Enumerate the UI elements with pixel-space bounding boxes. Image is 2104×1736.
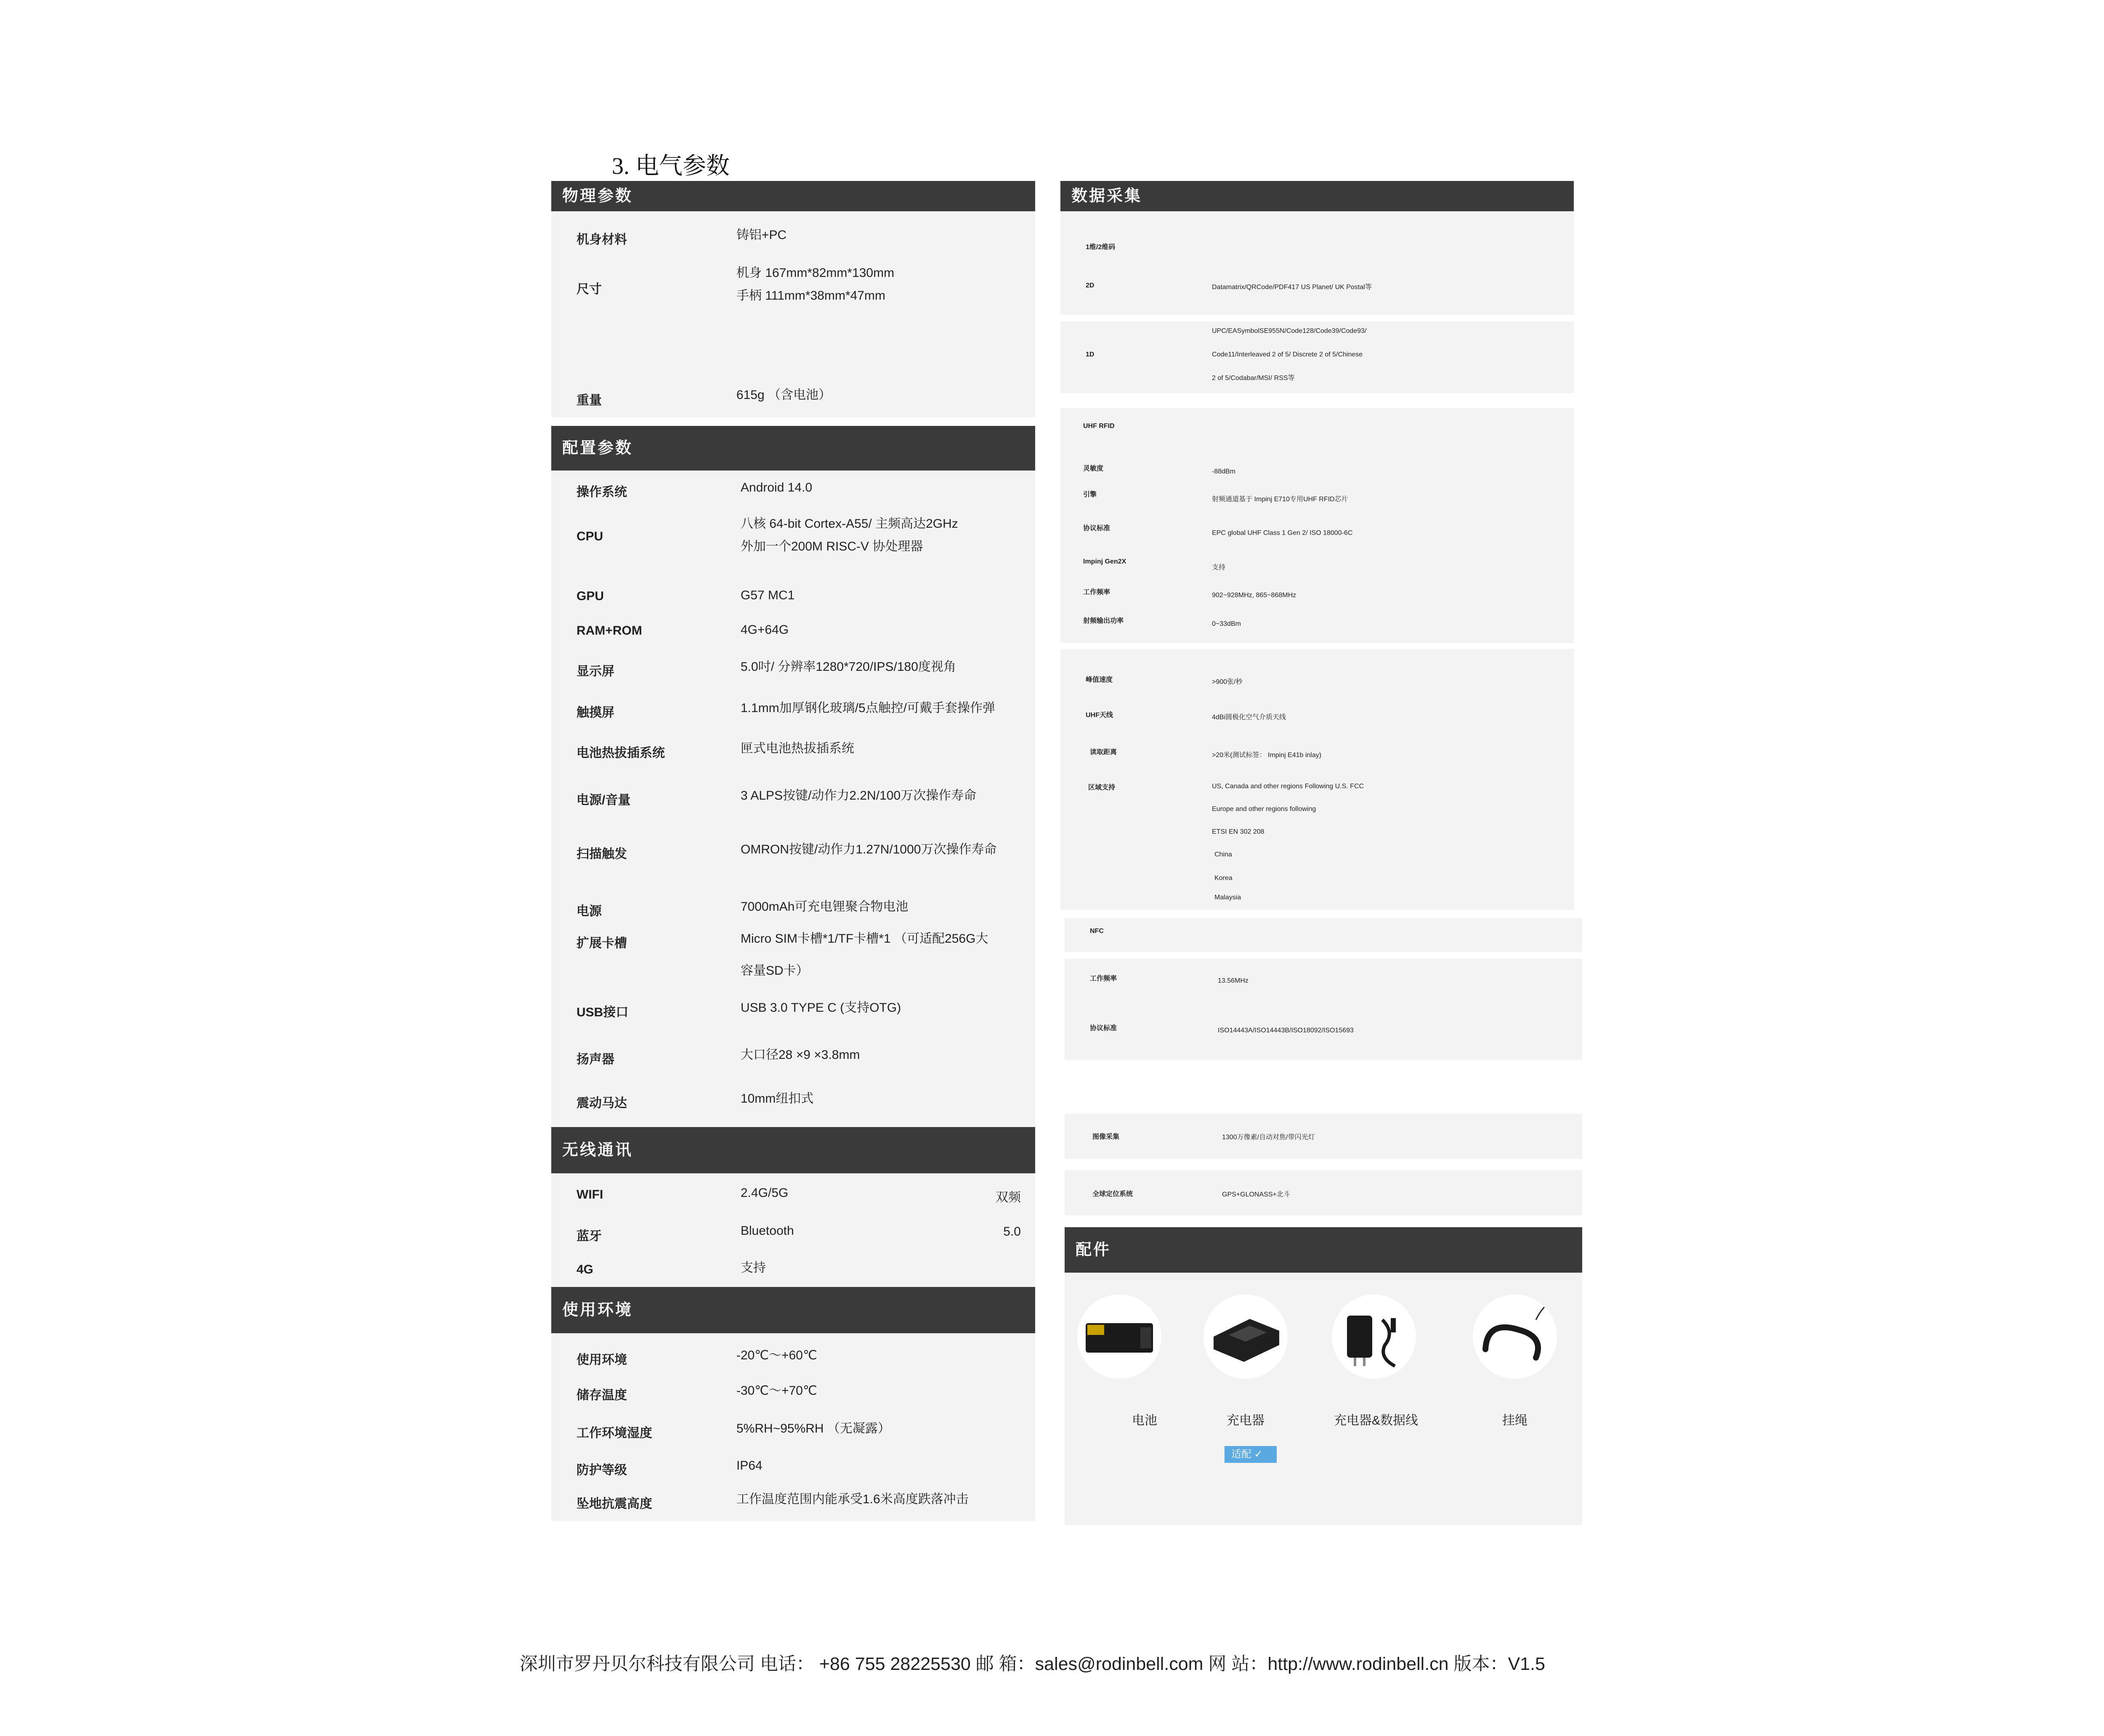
region-line: Korea [1214,875,1233,882]
data-capture-2d-block [1060,211,1574,315]
spec-value: 4G+64G [741,623,789,637]
spec-label: 电源/音量 [576,793,631,807]
spec-label: CPU [576,529,603,543]
spec-value: 机身 167mm*82mm*130mm [736,266,895,280]
spec-value-line3: 2 of 5/Codabar/MSI/ RSS等 [1212,375,1295,382]
spec-label: WIFI [576,1188,603,1202]
region-line: Malaysia [1214,894,1241,901]
spec-label: 工作频率 [1083,589,1110,596]
accessory-battery [1077,1295,1161,1379]
config-body [551,471,1035,1127]
data-capture-sub: 1维/2维码 [1086,244,1116,251]
data-capture-1d-block [1060,322,1574,393]
spec-value: 铸铝+PC [736,228,787,242]
spec-label: 震动马达 [576,1096,627,1110]
nfc-block [1065,918,1582,952]
wireless-body [551,1173,1035,1287]
accessory-charger-cable [1332,1295,1416,1379]
region-line: China [1214,851,1232,858]
spec-value: EPC global UHF Class 1 Gen 2/ ISO 18000-6C [1212,529,1353,537]
spec-label: GPU [576,589,604,603]
spec-value: >900张/秒 [1212,678,1243,686]
spec-label: UHF天线 [1086,712,1113,719]
spec-value: Datamatrix/QRCode/PDF417 US Planet/ UK Postal等 [1212,284,1372,291]
spec-value: GPS+GLONASS+北斗 [1222,1191,1290,1198]
spec-label: 射频输出功率 [1083,617,1124,625]
spec-label: 灵敏度 [1083,465,1104,472]
spec-value: 支持 [741,1261,766,1275]
spec-value: USB 3.0 TYPE C (支持OTG) [741,1001,901,1015]
accessory-charger [1203,1295,1288,1379]
spec-value: Micro SIM卡槽*1/TF卡槽*1 （可适配256G大 [741,932,988,946]
spec-label: 机身材料 [576,233,627,247]
spec-label: 操作系统 [576,485,627,499]
spec-label: Impinj Gen2X [1083,558,1126,565]
badge-label: 适配 [1231,1449,1251,1460]
physical-body [551,211,1035,417]
charger-cable-icon [1332,1295,1416,1379]
spec-value: 7000mAh可充电锂聚合物电池 [741,900,909,914]
uhf-region-tail [1060,891,1574,910]
spec-label: 2D [1086,282,1095,289]
config-header: 配置参数 [551,426,1035,471]
spec-label: 扫描触发 [576,847,627,861]
spec-label: 读取距离 [1090,749,1117,756]
spec-value: Android 14.0 [741,481,813,494]
spec-value: 大口径28 ×9 ×3.8mm [741,1048,860,1062]
spec-value: IP64 [736,1459,762,1473]
spec-label: 电池热拔插系统 [576,746,665,760]
accessory-label: 充电器&数据线 [1334,1414,1418,1428]
check-icon: ✓ [1254,1449,1263,1460]
spec-label: 协议标准 [1083,525,1110,532]
region-line: ETSI EN 302 208 [1212,828,1265,835]
spec-value-line2: 手柄 111mm*38mm*47mm [736,289,885,303]
spec-label: 工作频率 [1090,975,1117,982]
accessory-label: 电池 [1132,1414,1157,1428]
region-line: Europe and other regions following [1212,806,1316,813]
accessory-label: 挂绳 [1502,1414,1528,1428]
spec-value: 902~928MHz, 865~868MHz [1212,592,1296,599]
spec-label: 尺寸 [576,282,602,296]
spec-label: 电源 [576,904,602,918]
accessory-lanyard [1473,1295,1557,1379]
spec-label: 工作环境湿度 [576,1426,652,1440]
spec-value: 5.0吋/ 分辨率1280*720/IPS/180度视角 [741,660,956,674]
spec-value: 八核 64-bit Cortex-A55/ 主频高达2GHz [741,517,958,531]
page-footer: 深圳市罗丹贝尔科技有限公司 电话： +86 755 28225530 邮 箱：sales@rodinbell.com 网 站：http://www.rodinbell.cn 版本：V1.5 [520,1654,1545,1674]
spec-value: Bluetooth [741,1224,794,1238]
lanyard-icon [1473,1295,1557,1379]
spec-label: 扬声器 [576,1053,614,1066]
spec-value: -88dBm [1212,468,1236,475]
spec-value-right: 5.0 [1003,1225,1021,1239]
spec-value: 5%RH~95%RH （无凝露） [736,1422,890,1436]
spec-label: 储存温度 [576,1388,627,1402]
spec-value-line2: Code11/Interleaved 2 of 5/ Discrete 2 of 5/Chinese [1212,351,1363,358]
spec-label: 蓝牙 [576,1229,602,1243]
spec-label: 重量 [576,393,602,407]
spec-value: 支持 [1212,564,1226,571]
right-column [1060,181,1582,1528]
spec-value: 2.4G/5G [741,1186,789,1200]
spec-label: 峰值速度 [1086,676,1113,683]
spec-value: G57 MC1 [741,588,795,602]
uhf-title: UHF RFID [1083,423,1115,430]
page-title: 3. 电气参数 [612,153,730,179]
nfc-title: NFC [1090,928,1104,935]
left-column [551,181,1035,1521]
spec-label: 扩展卡槽 [576,936,627,950]
nfc-rows [1065,959,1582,1060]
spec-value: 3 ALPS按键/动作力2.2N/100万次操作寿命 [741,789,977,803]
uhf-block-2 [1060,649,1574,891]
spec-label: 引擎 [1083,491,1097,498]
spec-label: 防护等级 [576,1463,627,1477]
spec-label: RAM+ROM [576,624,642,638]
spec-value: >20米(测试标签： Impinj E41b inlay) [1212,752,1322,759]
spec-label: 触摸屏 [576,706,614,720]
spec-value-line2: 外加一个200M RISC-V 协处理器 [741,540,923,553]
spec-value: 13.56MHz [1218,977,1249,984]
spec-value: 1.1mm加厚钢化玻璃/5点触控/可戴手套操作弹 [741,701,996,715]
spec-value: 射频通道基于 Impinj E710专用UHF RFID芯片 [1212,496,1348,503]
spec-value: 匣式电池热拔插系统 [741,742,854,755]
spec-value: 10mm纽扣式 [741,1092,814,1106]
environment-header: 使用环境 [551,1287,1035,1333]
battery-icon [1077,1295,1161,1379]
spec-value-right: 双频 [996,1191,1021,1204]
fit-badge [1225,1446,1277,1463]
spec-value: -30℃～+70℃ [736,1384,817,1398]
accessory-label: 充电器 [1227,1414,1265,1428]
physical-header: 物理参数 [551,181,1035,211]
gps-block [1065,1170,1582,1215]
camera-block [1065,1114,1582,1159]
spec-label: 4G [576,1263,594,1276]
spec-label: USB接口 [576,1005,629,1019]
uhf-block [1060,408,1574,643]
spec-label: 区域支持 [1088,784,1116,791]
spec-value: 0~33dBm [1212,620,1241,627]
wireless-header: 无线通讯 [551,1127,1035,1173]
spec-label: 全球定位系统 [1092,1191,1133,1198]
region-line: US, Canada and other regions Following U.S. FCC [1212,783,1364,790]
spec-value: 工作温度范围内能承受1.6米高度跌落冲击 [736,1492,969,1506]
accessories-header: 配件 [1065,1227,1582,1273]
spec-value: UPC/EASymbolSE955N/Code128/Code39/Code93/ [1212,327,1367,335]
spec-label: 1D [1086,351,1095,358]
environment-body [551,1333,1035,1521]
charger-cradle-icon [1203,1295,1288,1379]
spec-value: -20℃～+60℃ [736,1348,817,1362]
spec-label: 显示屏 [576,665,614,678]
accessories-body [1065,1273,1582,1525]
spec-value: 1300万像素/自动对焦/带闪光灯 [1222,1134,1315,1141]
spec-value: ISO14443A/ISO14443B/ISO18092/ISO15693 [1218,1027,1354,1034]
spec-label: 协议标准 [1090,1025,1117,1032]
spec-value: OMRON按键/动作力1.27N/1000万次操作寿命 [741,843,997,856]
spec-value: 615g （含电池） [736,388,832,402]
spec-label: 图像采集 [1092,1133,1120,1140]
data-capture-header: 数据采集 [1060,181,1574,211]
spec-value-line2: 容量SD卡） [741,964,809,978]
spec-label: 使用环境 [576,1353,627,1367]
spec-value: 4dBi圆极化空气介质天线 [1212,714,1286,721]
spec-label: 坠地抗震高度 [576,1497,652,1511]
